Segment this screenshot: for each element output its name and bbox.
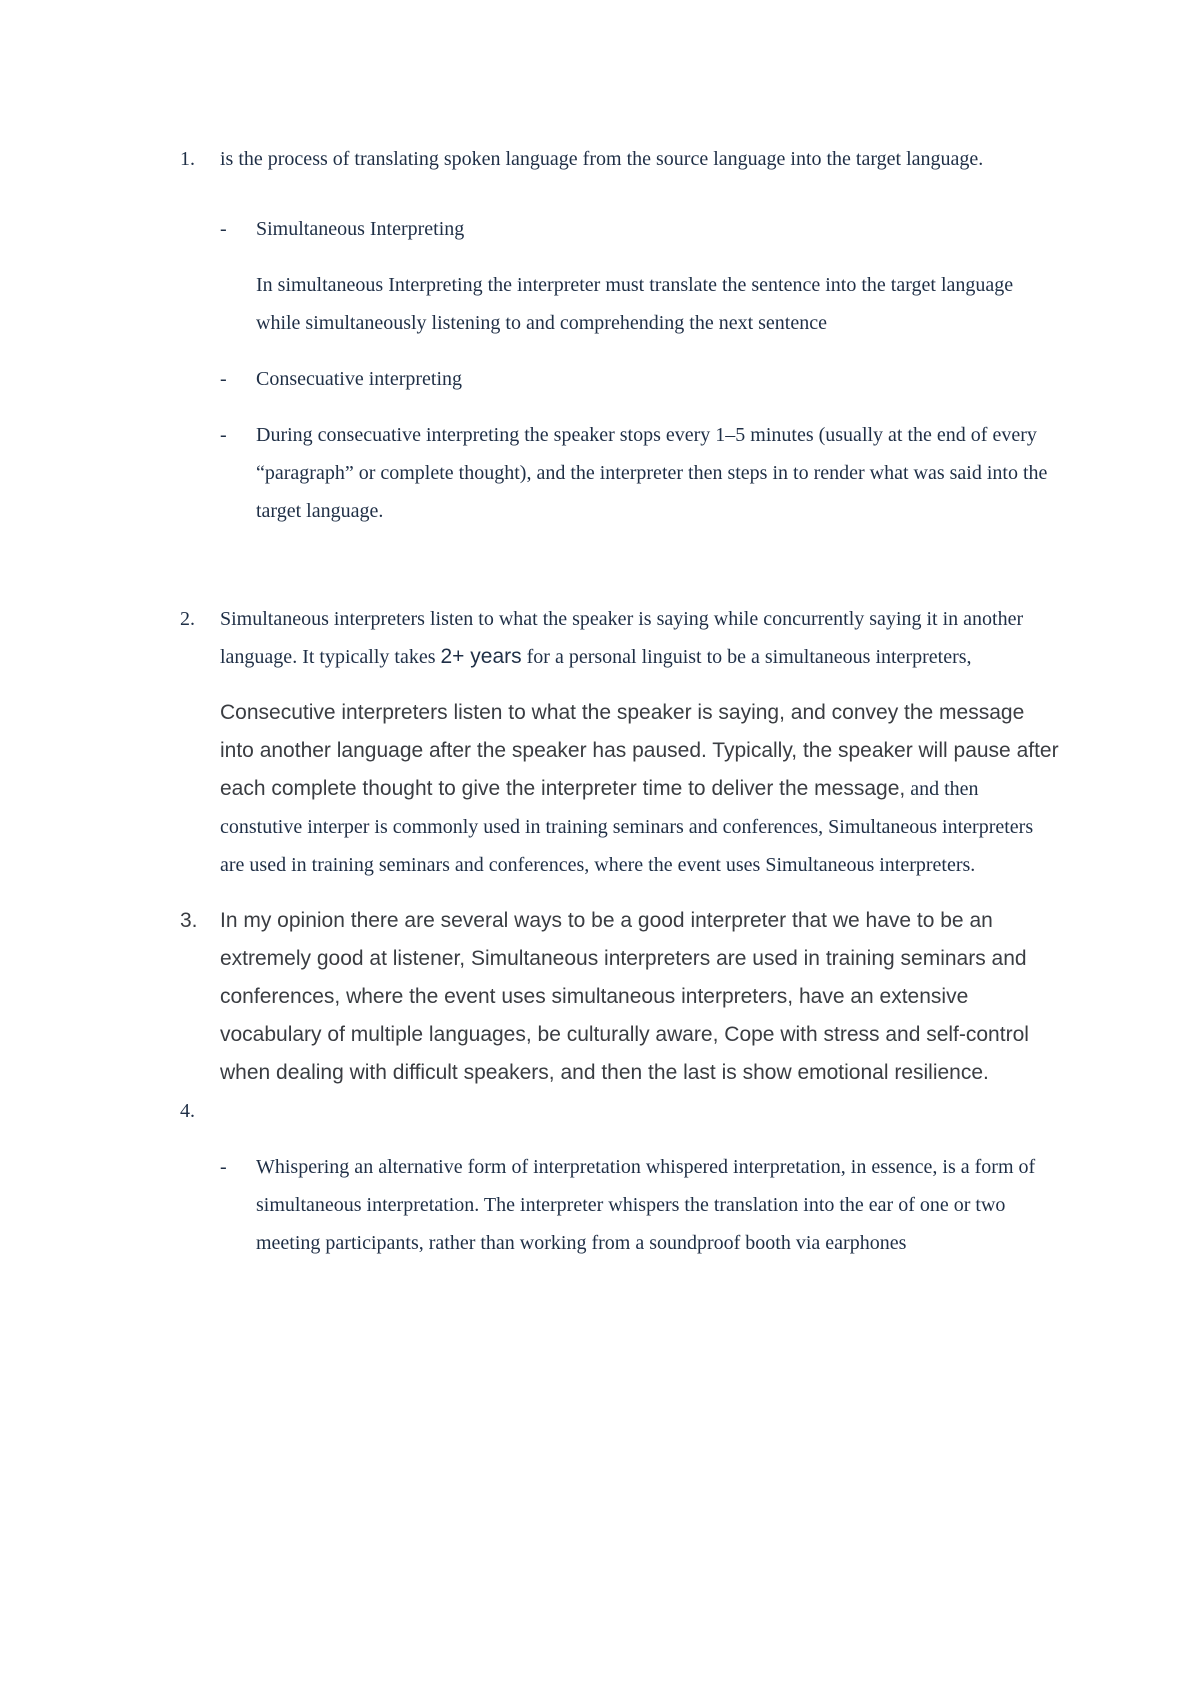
list-item-text: is the process of translating spoken language from the source language into the target language. <box>220 148 984 170</box>
sub-item-consecutive <box>180 360 1060 398</box>
paragraph-text-sans: Consecutive interpreters listen to what the speaker is saying, and convey the message into another language after the speaker has paused. Typically, the speaker will pause after each complete thought to give the interpreter time to deliver the message, <box>220 701 1059 800</box>
paragraph-text: Whispering an alternative form of interpretation whispered interpretation, in essence, is a form of simultaneous interpretation. The interpreter whispers the translation into the ear of one or two meeting participants, rather than working from a soundproof booth via earphones <box>256 1156 1036 1254</box>
highlight-text: 2+ years <box>440 645 522 668</box>
sub-paragraph-simultaneous <box>180 266 1060 342</box>
sub-heading: Consecuative interpreting <box>256 368 463 390</box>
paragraph-text-serif: and then constutive interper is commonly used in training seminars and conferences, Simultaneous interpreters are used in training seminars and conferences, where the event uses Simultaneous interpreters. <box>220 778 1034 876</box>
list-item-1 <box>180 140 1060 178</box>
sub-item-whispering <box>180 1148 1060 1262</box>
paragraph-text: During consecuative interpreting the speaker stops every 1–5 minutes (usually at the end of every “paragraph” or complete thought), and the interpreter then steps in to render what was said into the target language. <box>256 424 1048 522</box>
sub-heading: Simultaneous Interpreting <box>256 218 465 240</box>
list-item-3 <box>180 902 1060 1092</box>
paragraph-text: In simultaneous Interpreting the interpreter must translate the sentence into the target language while simultaneously listening to and comprehending the next sentence <box>256 274 1014 334</box>
list-number: 1. <box>180 148 195 170</box>
list-item-4 <box>180 1092 1060 1130</box>
list-number: 3. <box>180 909 198 932</box>
list-item-text: Simultaneous interpreters listen to what the speaker is saying while concurrently saying it in another language. It typically takes <box>220 608 1024 668</box>
list-item-text-cont: for a personal linguist to be a simultaneous interpreters, <box>521 646 972 668</box>
dash-marker: - <box>220 218 227 240</box>
list-item-2 <box>180 600 1060 676</box>
dash-marker: - <box>220 368 227 390</box>
list-item-2-paragraph <box>180 694 1060 884</box>
list-item-text: In my opinion there are several ways to be a good interpreter that we have to be an extremely good at listener, Simultaneous interpreters are used in training seminars and conferences, where the event uses simultaneous interpreters, have an extensive vocabulary of multiple languages, be culturally aware, Cope with stress and self-control when dealing with difficult speakers, and then the last is show emotional resilience. <box>220 909 1029 1084</box>
list-number: 2. <box>180 608 195 630</box>
list-number: 4. <box>180 1100 195 1122</box>
document-body <box>180 140 1060 1262</box>
sub-item-consecutive-detail <box>180 416 1060 530</box>
sub-item-simultaneous <box>180 210 1060 248</box>
dash-marker: - <box>220 1156 227 1178</box>
dash-marker: - <box>220 424 227 446</box>
